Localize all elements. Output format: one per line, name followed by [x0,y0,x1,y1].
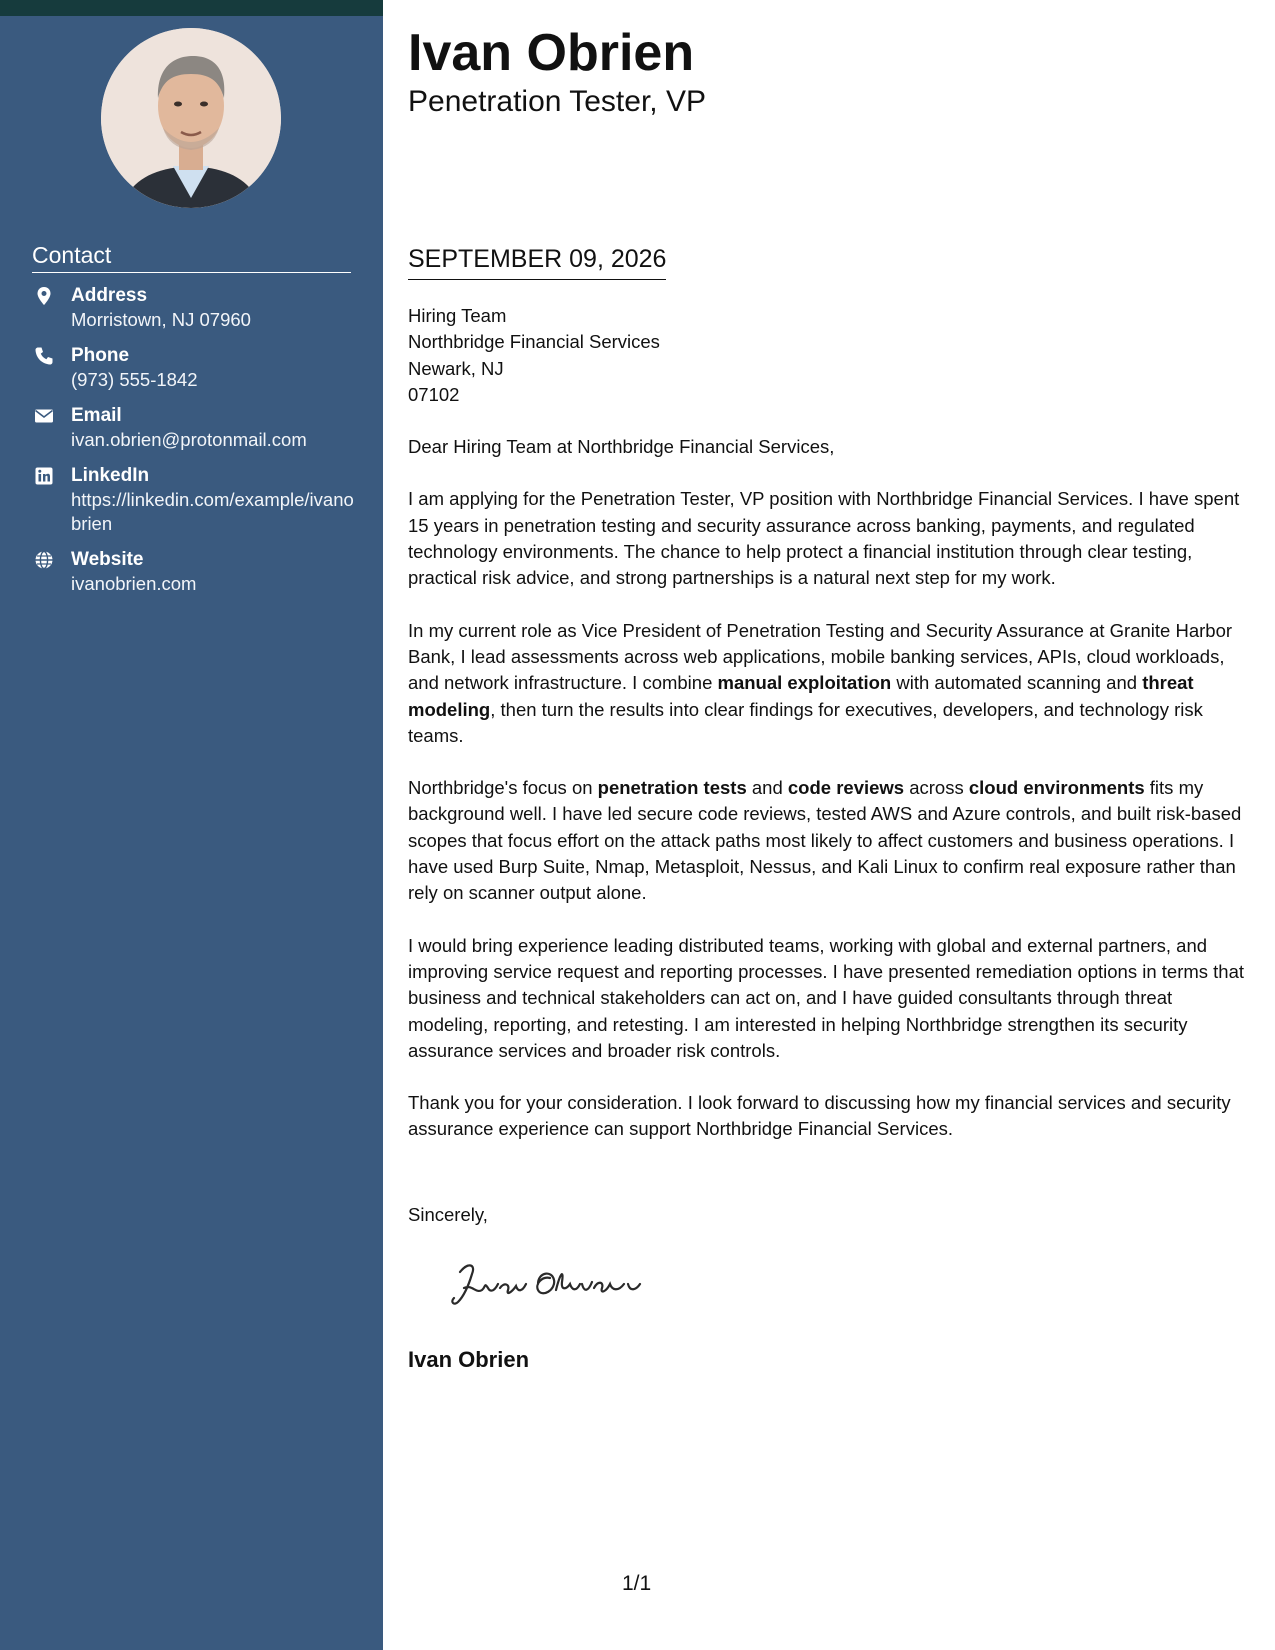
salutation: Dear Hiring Team at Northbridge Financial Services, [408,436,835,458]
linkedin-value[interactable]: https://linkedin.com/example/ivanobrien [71,489,354,534]
text-span: across [904,777,969,799]
globe-icon [34,550,54,570]
recipient-line: Newark, NJ [408,357,504,379]
linkedin-label: LinkedIn [71,465,150,486]
bold-phrase: code reviews [787,777,905,799]
bold-phrase: threat modeling [408,672,1194,720]
contact-email [32,404,362,452]
letter-date: SEPTEMBER 09, 2026 [408,243,666,280]
applicant-name: Ivan Obrien [408,24,695,82]
contact-phone [32,344,362,392]
contact-list [32,284,362,608]
address-value: Morristown, NJ 07960 [71,309,251,330]
signer-name: Ivan Obrien [408,1347,530,1372]
text-span: and [746,777,788,799]
applicant-role: Penetration Tester, VP [408,85,706,118]
envelope-icon [34,406,54,426]
letter-body [408,303,1253,1143]
bold-phrase: manual exploitation [717,672,892,694]
paragraph-1: I am applying for the Penetration Tester, VP position with Northbridge Financial Services. I have spent 15 years in penetration testing and security assurance across banking, payments, and regulated technology environments. The chance to help protect a financial institution through clear testing, practical risk advice, and strong partnerships is a natural next step for my work. [408,488,1240,589]
paragraph-5: Thank you for your consideration. I look forward to discussing how my financial services and security assurance experience can support Northbridge Financial Services. [408,1092,1231,1140]
contact-address [32,284,362,332]
website-value[interactable]: ivanobrien.com [71,573,197,594]
signature-image [442,1254,642,1314]
email-value[interactable]: ivan.obrien@protonmail.com [71,429,307,450]
phone-label: Phone [71,345,130,366]
recipient-line: Northbridge Financial Services [408,331,660,353]
recipient-line: 07102 [408,383,460,405]
page-number: 1/1 [622,1572,652,1595]
text-span: fits my background well. I have led secure code reviews, tested AWS and Azure controls, and built risk-based scopes that focus effort on the attack paths most likely to affect customers and business operations. I have used Burp Suite, Nmap, Metasploit, Nessus, and Kali Linux to confirm real exposure rather than rely on scanner output alone. [408,777,1242,904]
paragraph-4: I would bring experience leading distributed teams, working with global and external partners, and improving service request and reporting processes. I have presented remediation options in terms that business and technical stakeholders can act on, and I have guided consultants through threat modeling, reporting, and retesting. I am interested in helping Northbridge strengthen its security assurance services and broader risk controls. [408,934,1245,1061]
website-label: Website [71,549,144,570]
location-pin-icon [34,286,54,306]
paragraph-2 [408,618,1253,749]
recipient-address [408,303,1253,408]
recipient-line: Hiring Team [408,305,507,326]
sidebar [0,16,383,1650]
text-span: with automated scanning and [891,672,1143,694]
paragraph-3 [408,775,1253,906]
closing: Sincerely, [408,1204,488,1225]
bold-phrase: penetration tests [597,777,747,799]
avatar [101,28,281,208]
address-label: Address [71,285,148,306]
phone-value: (973) 555-1842 [71,369,198,390]
contact-heading: Contact [32,240,351,273]
sidebar-top-bar [0,0,383,16]
contact-linkedin [32,464,362,536]
bold-phrase: cloud environments [968,777,1145,799]
phone-icon [34,346,54,366]
text-span: , then turn the results into clear findings for executives, developers, and technology risk teams. [408,698,1203,746]
email-label: Email [71,405,122,426]
contact-website [32,548,362,596]
linkedin-icon [34,466,54,486]
text-span: In my current role as Vice President of Penetration Testing and Security Assurance at Granite Harbor Bank, I lead assessments across web applications, mobile banking services, APIs, cloud workloads, and network infrastructure. I combine [408,619,1233,694]
text-span: Northbridge's focus on [408,777,598,799]
